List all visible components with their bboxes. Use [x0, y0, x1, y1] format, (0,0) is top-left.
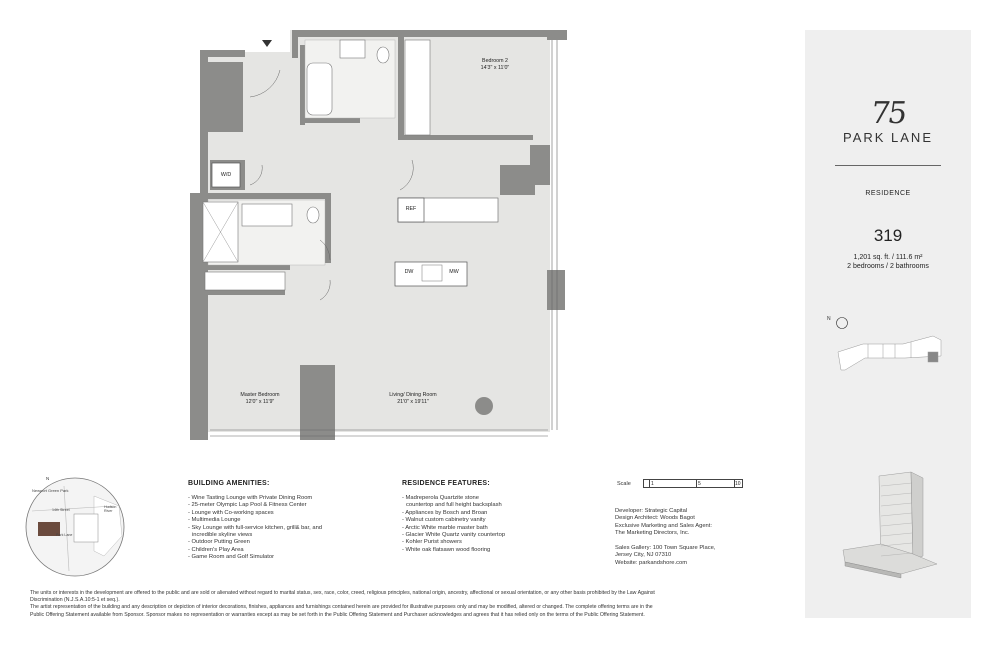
amenity-item: - Sky Lounge with full-service kitchen, grill& bar, and	[188, 524, 323, 531]
disclaimer-line: The units or interests in the development are offered to the public and are sold or alienated without regard to marital status, sex, race, color, creed, religious principles, national origin, ancestry, affectional or sexual orientation, or any other basis prohibited by the Law Against	[30, 590, 655, 596]
credit-line: Sales Gallery: 100 Town Square Place,	[615, 545, 716, 552]
residence-size	[805, 253, 971, 271]
master-label	[225, 392, 295, 406]
feature-item: - Appliances by Bosch and Broan	[402, 509, 488, 516]
floor-plan	[185, 28, 575, 443]
features-list	[402, 495, 505, 554]
divider	[835, 165, 941, 166]
scale-tick-10: 10	[735, 480, 741, 487]
amenities-list	[188, 495, 322, 562]
feature-item: - Glacier White Quartz vanity countertop	[402, 532, 506, 539]
residence-number: 319	[873, 226, 903, 245]
feature-item: - White oak flatsawn wood flooring	[402, 546, 491, 553]
amenity-item: - Lounge with Co-working spaces	[188, 509, 274, 516]
credit-line	[615, 538, 715, 545]
scale-label: Scale	[617, 481, 631, 487]
amenity-item: - Children's Play Area	[188, 546, 244, 553]
map-label-street: 14th Street	[52, 508, 70, 512]
credit-line: Developer: Strategic Capital	[615, 508, 688, 514]
ref-label: REF	[405, 206, 417, 212]
feature-item: countertop and full height backsplash	[406, 502, 502, 509]
living-name: Living/ Dining Room	[389, 392, 437, 398]
amenities-section	[188, 480, 322, 562]
amenity-item: - Outdoor Putting Green	[188, 539, 250, 546]
disclaimer-line: Public Offering Statement available from Sponsor. Sponsor makes no representation or warranties except as may be set forth in the Public Offering Statement and Purchaser acknowledges and agrees that it has relied only on the terms of the Public Offering Statement.	[30, 611, 645, 618]
feature-item: - Arctic White marble master bath	[402, 524, 488, 531]
feature-item: - Madreperola Quartzite stone	[402, 495, 480, 501]
keyplan-diagram	[833, 330, 945, 380]
features-title: RESIDENCE FEATURES:	[402, 480, 491, 487]
map-label-park: Newport Green Park	[32, 488, 69, 493]
map-label-parklane: Park Lane	[56, 533, 73, 537]
amenity-item: - Game Room and Golf Simulator	[188, 554, 275, 561]
credit-line: Exclusive Marketing and Sales Agent:	[615, 522, 712, 529]
master-dim: 12'0" x 11'9"	[245, 399, 275, 405]
scale-bar	[643, 479, 743, 488]
brand-name: PARK LANE	[842, 130, 933, 145]
feature-item: - Walnut custom cabinetry vanity	[402, 517, 486, 524]
building-rendering	[841, 468, 951, 580]
disclaimer-line: Discrimination (N.J.S.A.10:5-1 et seq.).	[30, 597, 120, 604]
amenity-item: - 25-meter Olympic Lap Pool & Fitness Center	[188, 502, 307, 509]
sidebar-panel	[805, 30, 971, 618]
keyplan-compass-label: N	[827, 316, 831, 322]
scale-tick-1: 1	[651, 480, 654, 487]
disclaimer-line: The artist representation of the building and any description or depiction of interior decorations, finishes, appliances and furnishings contained herein are provided for illustrative purposes only and may be modified, altered or changed. The complete offering terms are in the	[30, 604, 653, 611]
residence-area: 1,201 sq. ft. / 111.6 m²	[853, 254, 923, 261]
master-name: Master Bedroom	[240, 392, 280, 398]
feature-item: - Kohler Purist showers	[402, 539, 462, 546]
residence-label: RESIDENCE	[865, 190, 911, 197]
compass-icon	[835, 316, 849, 330]
bedroom2-label	[460, 58, 530, 72]
wd-label: W/D	[220, 172, 232, 178]
scale-tick-5: 5	[698, 480, 701, 487]
credits-block	[615, 508, 715, 567]
features-section	[402, 480, 505, 554]
map-label-river: Hudson River	[104, 505, 117, 513]
bedroom2-dim: 14'3" x 11'0"	[480, 65, 510, 71]
logo-numerals: 75	[868, 96, 908, 131]
bedroom2-name: Bedroom 2	[482, 58, 508, 64]
mw-label: MW	[449, 269, 459, 275]
map-compass-label: N	[46, 476, 50, 481]
living-dim: 21'0" x 19'11"	[397, 399, 429, 405]
credit-line: Design Architect: Woods Bagot	[615, 515, 695, 522]
credit-line: Jersey City, NJ 07310	[615, 552, 672, 559]
dw-label: DW	[404, 269, 414, 275]
credit-line: Website: parkandshore.com	[615, 559, 688, 566]
credit-line: The Marketing Directors, Inc.	[615, 530, 690, 537]
amenities-title: BUILDING AMENITIES:	[188, 480, 270, 487]
disclaimer	[30, 590, 770, 619]
living-label	[375, 392, 451, 406]
amenity-item: - Multimedia Lounge	[188, 517, 241, 524]
amenity-item: - Wine Tasting Lounge with Private Dining Room	[188, 495, 313, 501]
residence-rooms: 2 bedrooms / 2 bathrooms	[847, 263, 929, 270]
amenity-item: incredible skyline views	[192, 532, 253, 539]
